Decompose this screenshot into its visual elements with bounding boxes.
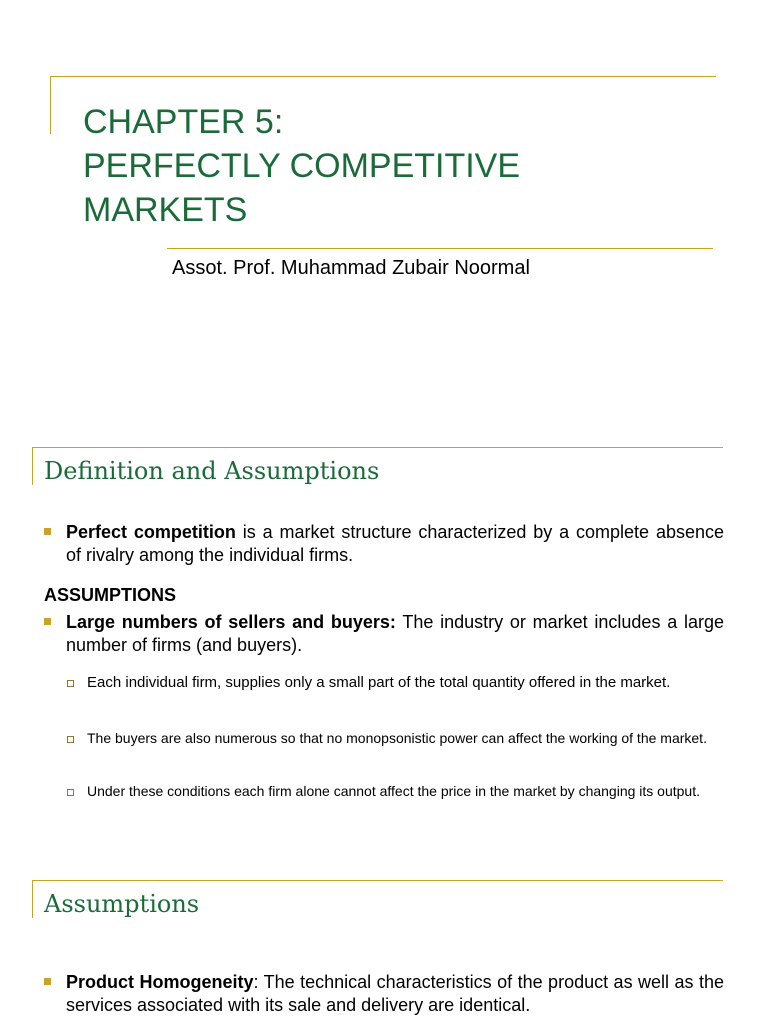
title-frame-left-rule (50, 76, 51, 134)
definition-bullet-text: is a market structure characterized by a complete absence of rivalry among the individual firms. (66, 522, 724, 565)
sub-bullet-item (66, 782, 724, 801)
assumptions-heading-rule (32, 880, 723, 881)
definition-heading-rule (32, 447, 723, 448)
square-bullet-icon (44, 618, 51, 625)
chapter-title-line-3: MARKETS (83, 191, 248, 229)
sub-bullet-text: Each individual firm, supplies only a small part of the total quantity offered in the market. (87, 674, 671, 691)
chapter-title-line-2: PERFECTLY COMPETITIVE (83, 147, 521, 185)
definition-bullet-bold: Perfect competition (66, 522, 236, 542)
product-homogeneity-bold: Product Homogeneity (66, 972, 254, 992)
definition-heading-vrule (32, 447, 33, 485)
hollow-square-bullet-icon (67, 680, 74, 687)
large-numbers-bullet-text: The industry or market includes a large number of firms (and buyers). (66, 612, 724, 655)
definition-bullet (44, 521, 724, 567)
assumptions-label: ASSUMPTIONS (44, 585, 177, 605)
subtitle-rule (167, 248, 713, 249)
sub-bullet-item (66, 729, 724, 748)
large-numbers-bullet (44, 611, 724, 657)
sub-bullet-text: Under these conditions each firm alone cannot affect the price in the market by changing its output. (87, 783, 700, 799)
chapter-title (83, 100, 520, 232)
sub-bullet-text: The buyers are also numerous so that no monopsonistic power can affect the working of the market. (87, 730, 707, 746)
definition-heading: Definition and Assumptions (44, 457, 380, 485)
square-bullet-icon (44, 978, 51, 985)
hollow-square-bullet-icon (67, 736, 74, 743)
large-numbers-bullet-bold: Large numbers of sellers and buyers: (66, 612, 396, 632)
sub-bullet-item (66, 673, 724, 693)
product-homogeneity-bullet (44, 971, 724, 1017)
assumptions-heading-vrule (32, 880, 33, 918)
chapter-title-line-1: CHAPTER 5: (83, 103, 284, 141)
assumptions-heading: Assumptions (44, 890, 200, 918)
author-subtitle: Assot. Prof. Muhammad Zubair Noormal (172, 257, 530, 279)
title-frame-top-rule (50, 76, 716, 77)
square-bullet-icon (44, 528, 51, 535)
product-homogeneity-text: : The technical characteristics of the product as well as the services associated with its sale and delivery are identical. (66, 972, 725, 1015)
hollow-square-bullet-icon (67, 789, 74, 796)
